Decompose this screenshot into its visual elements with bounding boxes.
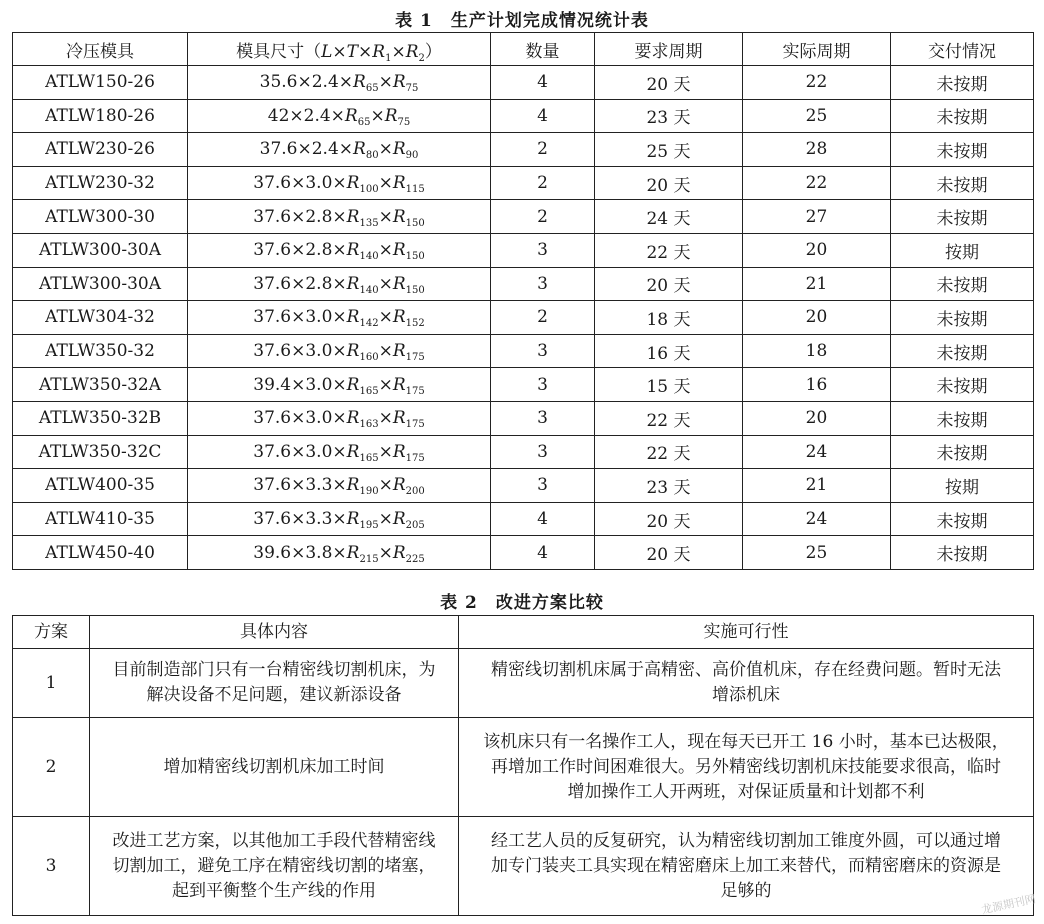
size-r1: 65 xyxy=(365,83,379,95)
mold-cell: ATLW350-32C xyxy=(13,435,188,469)
size-times: × xyxy=(378,374,393,395)
size-r-symbol: R xyxy=(346,173,360,194)
size-r1: 135 xyxy=(359,217,379,229)
size-base: 39.6×3.8× xyxy=(253,542,347,563)
actual-cycle-cell: 27 xyxy=(743,200,891,234)
size-r-symbol: R xyxy=(392,509,406,530)
size-cell xyxy=(188,301,491,335)
plan-number-cell: 1 xyxy=(13,649,90,718)
mold-cell: ATLW300-30A xyxy=(13,267,188,301)
size-r-symbol: R xyxy=(392,139,406,160)
size-r2: 200 xyxy=(405,486,425,498)
qty-cell: 4 xyxy=(491,536,595,570)
content-line: 改进工艺方案，以其他加工手段代替精密线 xyxy=(112,830,436,851)
table-row xyxy=(13,718,1034,817)
size-r-symbol: R xyxy=(392,374,406,395)
delivery-cell: 未按期 xyxy=(891,334,1034,368)
qty-cell: 3 xyxy=(491,368,595,402)
mold-cell: ATLW150-26 xyxy=(13,66,188,100)
size-r1: 140 xyxy=(359,284,379,296)
table-row xyxy=(13,817,1034,916)
size-base: 42×2.4× xyxy=(267,105,345,126)
size-cell xyxy=(188,334,491,368)
required-cycle-cell: 22 天 xyxy=(595,435,743,469)
delivery-cell: 未按期 xyxy=(891,166,1034,200)
size-times: × xyxy=(378,542,393,563)
qty-cell: 3 xyxy=(491,334,595,368)
size-times: × xyxy=(378,72,393,93)
qty-cell: 2 xyxy=(491,166,595,200)
qty-cell: 3 xyxy=(491,233,595,267)
size-r-symbol: R xyxy=(392,475,406,496)
size-r-symbol: R xyxy=(346,475,360,496)
size-r1: 190 xyxy=(359,486,379,498)
required-cycle-cell: 22 天 xyxy=(595,401,743,435)
mold-cell: ATLW300-30A xyxy=(13,233,188,267)
delivery-cell: 未按期 xyxy=(891,502,1034,536)
required-cycle-cell: 20 天 xyxy=(595,166,743,200)
header-size: 模具尺寸$(L\times T\times R_1\times R_2)$ xyxy=(188,33,491,66)
table-row xyxy=(13,649,1034,718)
mold-cell: ATLW400-35 xyxy=(13,469,188,503)
table2-header-row xyxy=(13,616,1034,649)
mold-cell: ATLW450-40 xyxy=(13,536,188,570)
size-cell xyxy=(188,368,491,402)
size-r1: 142 xyxy=(359,318,379,330)
header-content: 具体内容 xyxy=(90,616,459,649)
size-r1: 163 xyxy=(359,419,379,431)
size-r1: 215 xyxy=(359,553,379,565)
improvement-plan-table xyxy=(12,615,1034,916)
size-times: × xyxy=(370,105,385,126)
mold-cell: ATLW350-32 xyxy=(13,334,188,368)
size-times: × xyxy=(378,475,393,496)
qty-cell: 3 xyxy=(491,435,595,469)
table-row xyxy=(13,233,1034,267)
size-times: × xyxy=(378,139,393,160)
size-r-symbol: R xyxy=(384,105,398,126)
size-r-symbol: R xyxy=(346,307,360,328)
content-cell xyxy=(90,817,459,916)
size-times: × xyxy=(378,307,393,328)
size-r2: 115 xyxy=(405,184,425,196)
table-row xyxy=(13,133,1034,167)
qty-cell: 2 xyxy=(491,133,595,167)
actual-cycle-cell: 18 xyxy=(743,334,891,368)
size-cell xyxy=(188,166,491,200)
required-cycle-cell: 23 天 xyxy=(595,99,743,133)
content-line: 目前制造部门只有一台精密线切割机床，为 xyxy=(112,660,436,680)
mold-cell: ATLW410-35 xyxy=(13,502,188,536)
table-row xyxy=(13,502,1034,536)
mold-cell: ATLW350-32A xyxy=(13,368,188,402)
table-row xyxy=(13,267,1034,301)
actual-cycle-cell: 20 xyxy=(743,233,891,267)
size-r-symbol: R xyxy=(353,139,366,160)
size-r2: 75 xyxy=(397,116,411,128)
header-qty: 数量 xyxy=(491,33,595,66)
size-base: 37.6×3.0× xyxy=(253,307,347,328)
required-cycle-cell: 22 天 xyxy=(595,233,743,267)
size-r2: 150 xyxy=(405,251,425,263)
delivery-cell: 未按期 xyxy=(891,368,1034,402)
content-cell xyxy=(90,718,459,817)
header-plan: 方案 xyxy=(13,616,90,649)
feasibility-cell xyxy=(459,649,1034,718)
feasibility-line: 该机床只有一名操作工人，现在每天已开工 16 小时，基本已达极限， xyxy=(483,731,1009,752)
actual-cycle-cell: 20 xyxy=(743,301,891,335)
required-cycle-cell: 20 天 xyxy=(595,502,743,536)
production-plan-table xyxy=(12,32,1034,570)
size-r1: 160 xyxy=(359,352,379,364)
size-r2: 175 xyxy=(405,452,425,464)
size-times: × xyxy=(378,408,393,429)
delivery-cell: 未按期 xyxy=(891,200,1034,234)
feasibility-line: 加专门装夹工具实现在精密磨床上加工来替代，而精密磨床的资源是 xyxy=(491,855,1001,876)
table-row xyxy=(13,536,1034,570)
size-r-symbol: R xyxy=(392,173,406,194)
feasibility-cell xyxy=(459,817,1034,916)
size-r2: 175 xyxy=(405,352,425,364)
delivery-cell: 未按期 xyxy=(891,536,1034,570)
feasibility-line: 再增加工作时间困难很大。另外精密线切割机床技能要求很高，临时 xyxy=(491,756,1001,777)
mold-cell: ATLW230-26 xyxy=(13,133,188,167)
qty-cell: 4 xyxy=(491,502,595,536)
size-r-symbol: R xyxy=(392,206,406,227)
size-base: 37.6×2.8× xyxy=(253,240,347,261)
required-cycle-cell: 25 天 xyxy=(595,133,743,167)
size-r-symbol: R xyxy=(346,408,360,429)
size-times: × xyxy=(378,341,393,362)
size-r-symbol: R xyxy=(392,408,406,429)
size-r-symbol: R xyxy=(346,341,360,362)
delivery-cell: 未按期 xyxy=(891,99,1034,133)
feasibility-line: 增加操作工人开两班，对保证质量和计划都不利 xyxy=(567,781,925,802)
header-actual-cycle: 实际周期 xyxy=(743,33,891,66)
size-r2: 152 xyxy=(405,318,425,330)
plan-number-cell: 2 xyxy=(13,718,90,817)
size-r1: 140 xyxy=(359,251,379,263)
actual-cycle-cell: 25 xyxy=(743,536,891,570)
size-r2: 175 xyxy=(405,385,425,397)
required-cycle-cell: 23 天 xyxy=(595,469,743,503)
size-cell xyxy=(188,66,491,100)
size-r-symbol: R xyxy=(346,206,360,227)
size-cell xyxy=(188,502,491,536)
table-row xyxy=(13,99,1034,133)
required-cycle-cell: 20 天 xyxy=(595,66,743,100)
feasibility-cell xyxy=(459,718,1034,817)
size-r1: 80 xyxy=(365,150,379,162)
size-base: 37.6×3.0× xyxy=(253,173,347,194)
size-base: 37.6×3.3× xyxy=(253,509,347,530)
delivery-cell: 未按期 xyxy=(891,66,1034,100)
size-cell xyxy=(188,536,491,570)
size-r1: 195 xyxy=(359,520,379,532)
qty-cell: 3 xyxy=(491,469,595,503)
size-cell xyxy=(188,267,491,301)
size-r2: 205 xyxy=(405,520,425,532)
delivery-cell: 未按期 xyxy=(891,401,1034,435)
table1-header-row xyxy=(13,33,1034,66)
size-base: 37.6×2.8× xyxy=(253,273,347,294)
size-base: 37.6×3.3× xyxy=(253,475,347,496)
size-times: × xyxy=(378,240,393,261)
table-row xyxy=(13,368,1034,402)
table2-caption: 表 2 改进方案比较 xyxy=(440,593,604,613)
actual-cycle-cell: 20 xyxy=(743,401,891,435)
actual-cycle-cell: 24 xyxy=(743,502,891,536)
delivery-cell: 按期 xyxy=(891,233,1034,267)
mold-cell: ATLW350-32B xyxy=(13,401,188,435)
size-times: × xyxy=(378,509,393,530)
required-cycle-cell: 18 天 xyxy=(595,301,743,335)
mold-cell: ATLW180-26 xyxy=(13,99,188,133)
content-line: 解决设备不足问题，建议新添设备 xyxy=(146,685,402,705)
table-row xyxy=(13,469,1034,503)
actual-cycle-cell: 16 xyxy=(743,368,891,402)
size-r-symbol: R xyxy=(346,374,360,395)
size-r2: 175 xyxy=(405,419,425,431)
size-r-symbol: R xyxy=(392,341,406,362)
qty-cell: 3 xyxy=(491,267,595,301)
size-base: 37.6×3.0× xyxy=(253,341,347,362)
required-cycle-cell: 20 天 xyxy=(595,536,743,570)
size-r-symbol: R xyxy=(392,240,406,261)
table-row xyxy=(13,66,1034,100)
watermark: 龙源期刊网 xyxy=(980,892,1037,917)
size-base: 35.6×2.4× xyxy=(259,72,354,93)
actual-cycle-cell: 28 xyxy=(743,133,891,167)
header-feasibility: 实施可行性 xyxy=(459,616,1034,649)
size-times: × xyxy=(378,273,393,294)
content-line: 切割加工，避免工序在精密线切割的堵塞， xyxy=(112,855,436,876)
table-row xyxy=(13,200,1034,234)
actual-cycle-cell: 24 xyxy=(743,435,891,469)
delivery-cell: 按期 xyxy=(891,469,1034,503)
size-cell xyxy=(188,133,491,167)
size-r2: 75 xyxy=(405,83,419,95)
qty-cell: 4 xyxy=(491,99,595,133)
table-row xyxy=(13,435,1034,469)
size-r2: 90 xyxy=(405,150,419,162)
size-r1: 65 xyxy=(357,116,371,128)
size-times: × xyxy=(378,206,393,227)
content-line: 起到平衡整个生产线的作用 xyxy=(172,880,376,901)
size-r-symbol: R xyxy=(353,72,366,93)
size-r-symbol: R xyxy=(392,72,406,93)
plan-number-cell: 3 xyxy=(13,817,90,916)
content-line: 增加精密线切割机床加工时间 xyxy=(163,756,385,777)
actual-cycle-cell: 21 xyxy=(743,469,891,503)
size-base: 37.6×3.0× xyxy=(253,441,347,462)
delivery-cell: 未按期 xyxy=(891,301,1034,335)
delivery-cell: 未按期 xyxy=(891,267,1034,301)
actual-cycle-cell: 22 xyxy=(743,66,891,100)
mold-cell: ATLW304-32 xyxy=(13,301,188,335)
size-base: 37.6×2.8× xyxy=(253,206,347,227)
size-r-symbol: R xyxy=(392,542,406,563)
size-r-symbol: R xyxy=(344,105,358,126)
table1-caption: 表 1 生产计划完成情况统计表 xyxy=(395,11,649,31)
qty-cell: 2 xyxy=(491,301,595,335)
required-cycle-cell: 24 天 xyxy=(595,200,743,234)
size-r2: 150 xyxy=(405,217,425,229)
size-r-symbol: R xyxy=(346,542,360,563)
size-r-symbol: R xyxy=(392,441,406,462)
header-delivery: 交付情况 xyxy=(891,33,1034,66)
actual-cycle-cell: 25 xyxy=(743,99,891,133)
qty-cell: 2 xyxy=(491,200,595,234)
required-cycle-cell: 16 天 xyxy=(595,334,743,368)
required-cycle-cell: 15 天 xyxy=(595,368,743,402)
size-times: × xyxy=(378,173,393,194)
mold-cell: ATLW300-30 xyxy=(13,200,188,234)
size-times: × xyxy=(378,441,393,462)
table-row xyxy=(13,401,1034,435)
size-r1: 165 xyxy=(359,452,379,464)
header-required-cycle: 要求周期 xyxy=(595,33,743,66)
table-row xyxy=(13,334,1034,368)
size-cell xyxy=(188,200,491,234)
feasibility-line: 精密线切割机床属于高精密、高价值机床，存在经费问题。暂时无法 xyxy=(491,660,1001,680)
size-r1: 100 xyxy=(359,184,379,196)
feasibility-line: 经工艺人员的反复研究，认为精密线切割加工锥度外圆，可以通过增 xyxy=(491,830,1001,851)
actual-cycle-cell: 21 xyxy=(743,267,891,301)
size-r-symbol: R xyxy=(346,441,360,462)
size-r2: 225 xyxy=(405,553,425,565)
size-r-symbol: R xyxy=(346,273,360,294)
table-row xyxy=(13,301,1034,335)
delivery-cell: 未按期 xyxy=(891,435,1034,469)
size-cell xyxy=(188,233,491,267)
size-cell xyxy=(188,99,491,133)
mold-cell: ATLW230-32 xyxy=(13,166,188,200)
size-cell xyxy=(188,401,491,435)
size-r-symbol: R xyxy=(392,273,406,294)
size-r-symbol: R xyxy=(346,240,360,261)
header-mold: 冷压模具 xyxy=(13,33,188,66)
feasibility-line: 增添机床 xyxy=(712,685,780,705)
size-base: 39.4×3.0× xyxy=(253,374,347,395)
size-r1: 165 xyxy=(359,385,379,397)
size-cell xyxy=(188,469,491,503)
qty-cell: 3 xyxy=(491,401,595,435)
table-row xyxy=(13,166,1034,200)
actual-cycle-cell: 22 xyxy=(743,166,891,200)
size-r-symbol: R xyxy=(346,509,360,530)
delivery-cell: 未按期 xyxy=(891,133,1034,167)
feasibility-line: 足够的 xyxy=(720,880,772,901)
size-r-symbol: R xyxy=(392,307,406,328)
size-base: 37.6×3.0× xyxy=(253,408,347,429)
qty-cell: 4 xyxy=(491,66,595,100)
size-cell xyxy=(188,435,491,469)
required-cycle-cell: 20 天 xyxy=(595,267,743,301)
content-cell xyxy=(90,649,459,718)
size-r2: 150 xyxy=(405,284,425,296)
size-base: 37.6×2.4× xyxy=(259,139,354,160)
